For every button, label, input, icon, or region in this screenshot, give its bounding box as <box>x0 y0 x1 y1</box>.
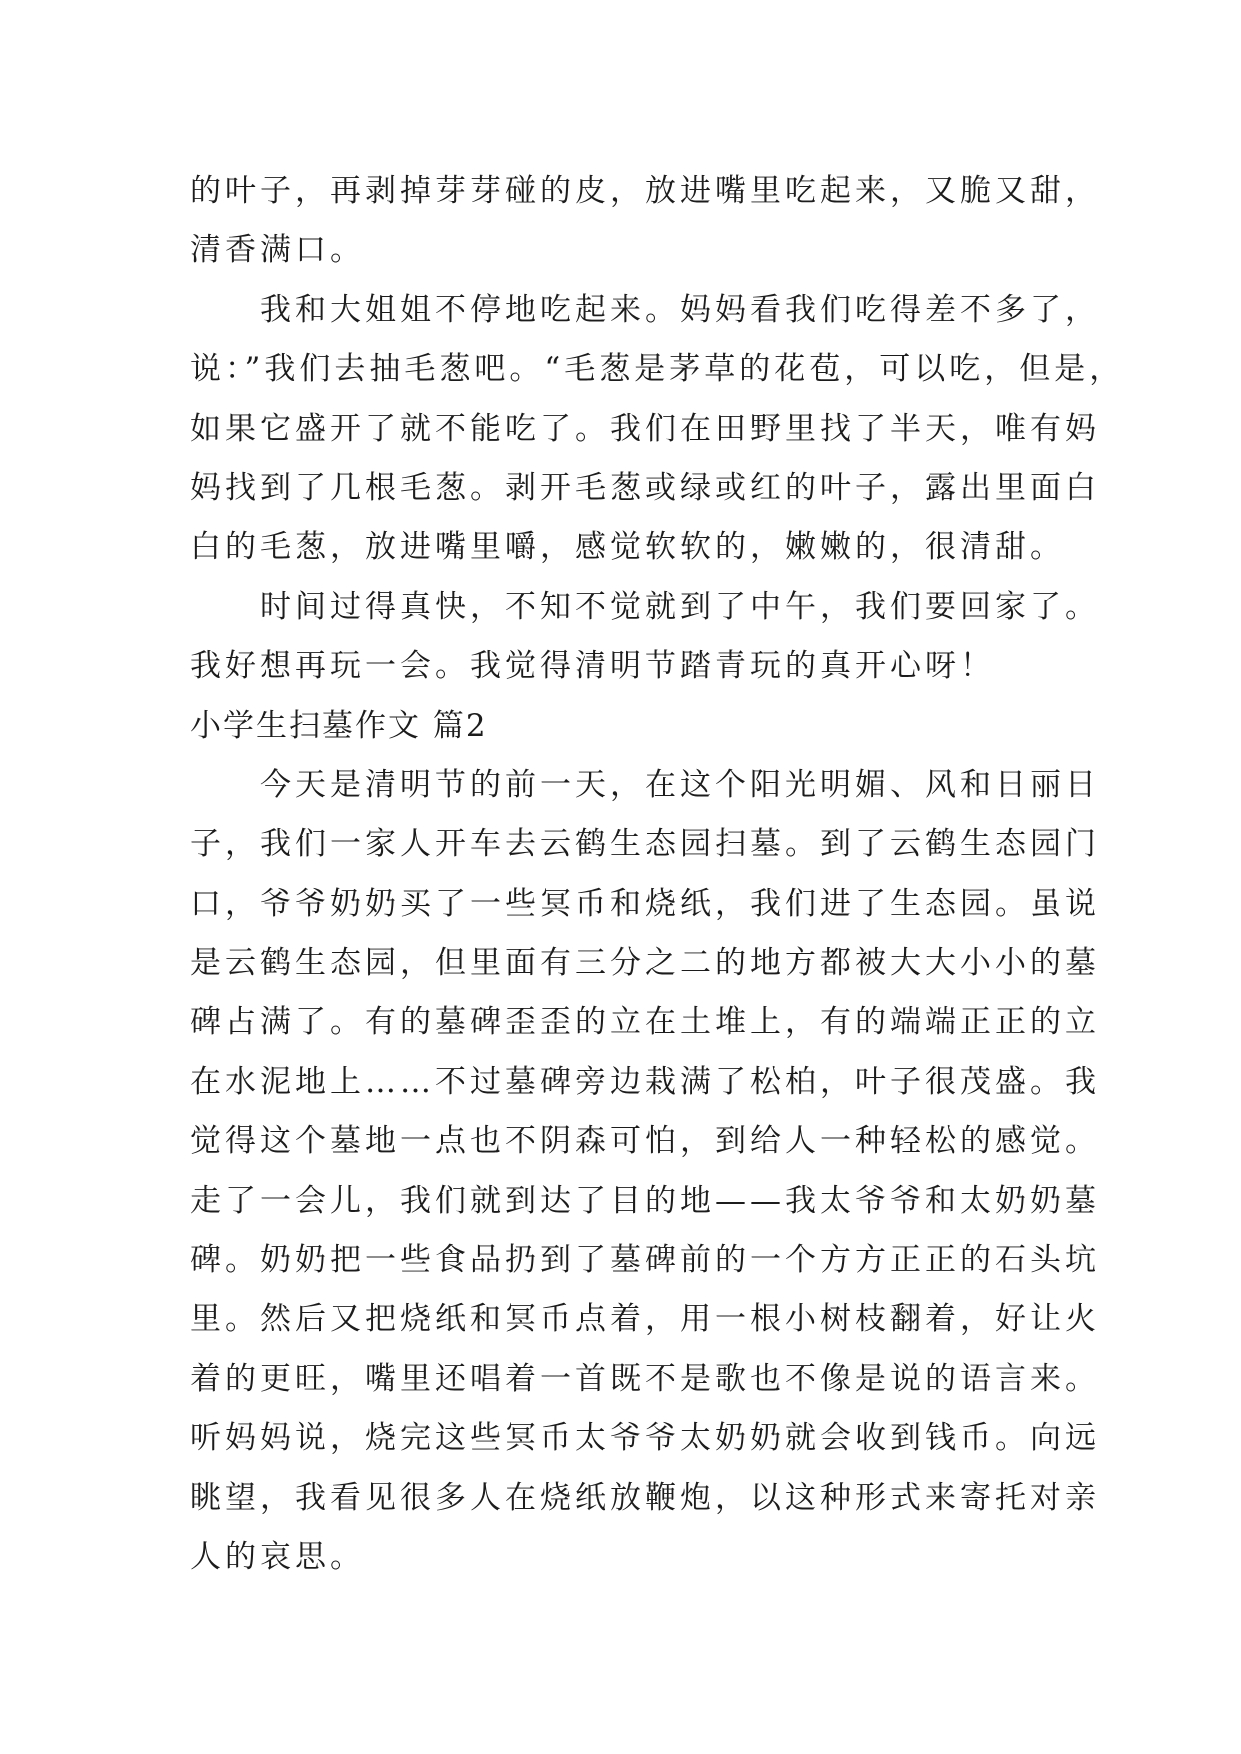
text-line: 如果它盛开了就不能吃了。我们在田野里找了半天，唯有妈 <box>190 410 1100 447</box>
text-line: 口，爷爷奶奶买了一些冥币和烧纸，我们进了生态园。虽说 <box>190 885 1100 922</box>
paragraph-start-line: 今天是清明节的前一天，在这个阳光明媚、风和日丽日 <box>260 766 1100 803</box>
document-body <box>190 162 1125 1587</box>
text-line: 说：”我们去抽毛葱吧。“毛葱是茅草的花苞，可以吃，但是， <box>190 351 1125 388</box>
section-heading: 小学生扫墓作文 篇2 <box>190 707 488 744</box>
text-line: 里。然后又把烧纸和冥币点着，用一根小树枝翻着，好让火 <box>190 1301 1100 1338</box>
text-line: 碑占满了。有的墓碑歪歪的立在土堆上，有的端端正正的立 <box>190 1004 1100 1041</box>
text-line: 听妈妈说，烧完这些冥币太爷爷太奶奶就会收到钱币。向远 <box>190 1420 1100 1457</box>
text-line: 觉得这个墓地一点也不阴森可怕，到给人一种轻松的感觉。 <box>190 1123 1100 1160</box>
text-line: 白的毛葱，放进嘴里嚼，感觉软软的，嫩嫩的，很清甜。 <box>190 529 1065 566</box>
paragraph-start-line: 我和大姐姐不停地吃起来。妈妈看我们吃得差不多了， <box>260 291 1100 328</box>
text-line: 妈找到了几根毛葱。剥开毛葱或绿或红的叶子，露出里面白 <box>190 469 1100 506</box>
text-line: 清香满口。 <box>190 232 365 269</box>
text-line: 碑。奶奶把一些食品扔到了墓碑前的一个方方正正的石头坑 <box>190 1242 1100 1279</box>
text-line: 我好想再玩一会。我觉得清明节踏青玩的真开心呀！ <box>190 648 995 685</box>
text-line: 是云鹤生态园，但里面有三分之二的地方都被大大小小的墓 <box>190 945 1100 982</box>
text-line: 在水泥地上……不过墓碑旁边栽满了松柏，叶子很茂盛。我 <box>190 1063 1100 1100</box>
text-line: 的叶子，再剥掉芽芽碰的皮，放进嘴里吃起来，又脆又甜， <box>190 173 1100 209</box>
text-line: 人的哀思。 <box>190 1538 365 1575</box>
text-line: 走了一会儿，我们就到达了目的地——我太爷爷和太奶奶墓 <box>190 1182 1100 1219</box>
paragraph-start-line: 时间过得真快，不知不觉就到了中午，我们要回家了。 <box>260 588 1100 625</box>
text-line: 着的更旺，嘴里还唱着一首既不是歌也不像是说的语言来。 <box>190 1360 1100 1397</box>
text-line: 眺望，我看见很多人在烧纸放鞭炮，以这种形式来寄托对亲 <box>190 1479 1100 1516</box>
text-line: 子，我们一家人开车去云鹤生态园扫墓。到了云鹤生态园门 <box>190 826 1100 863</box>
